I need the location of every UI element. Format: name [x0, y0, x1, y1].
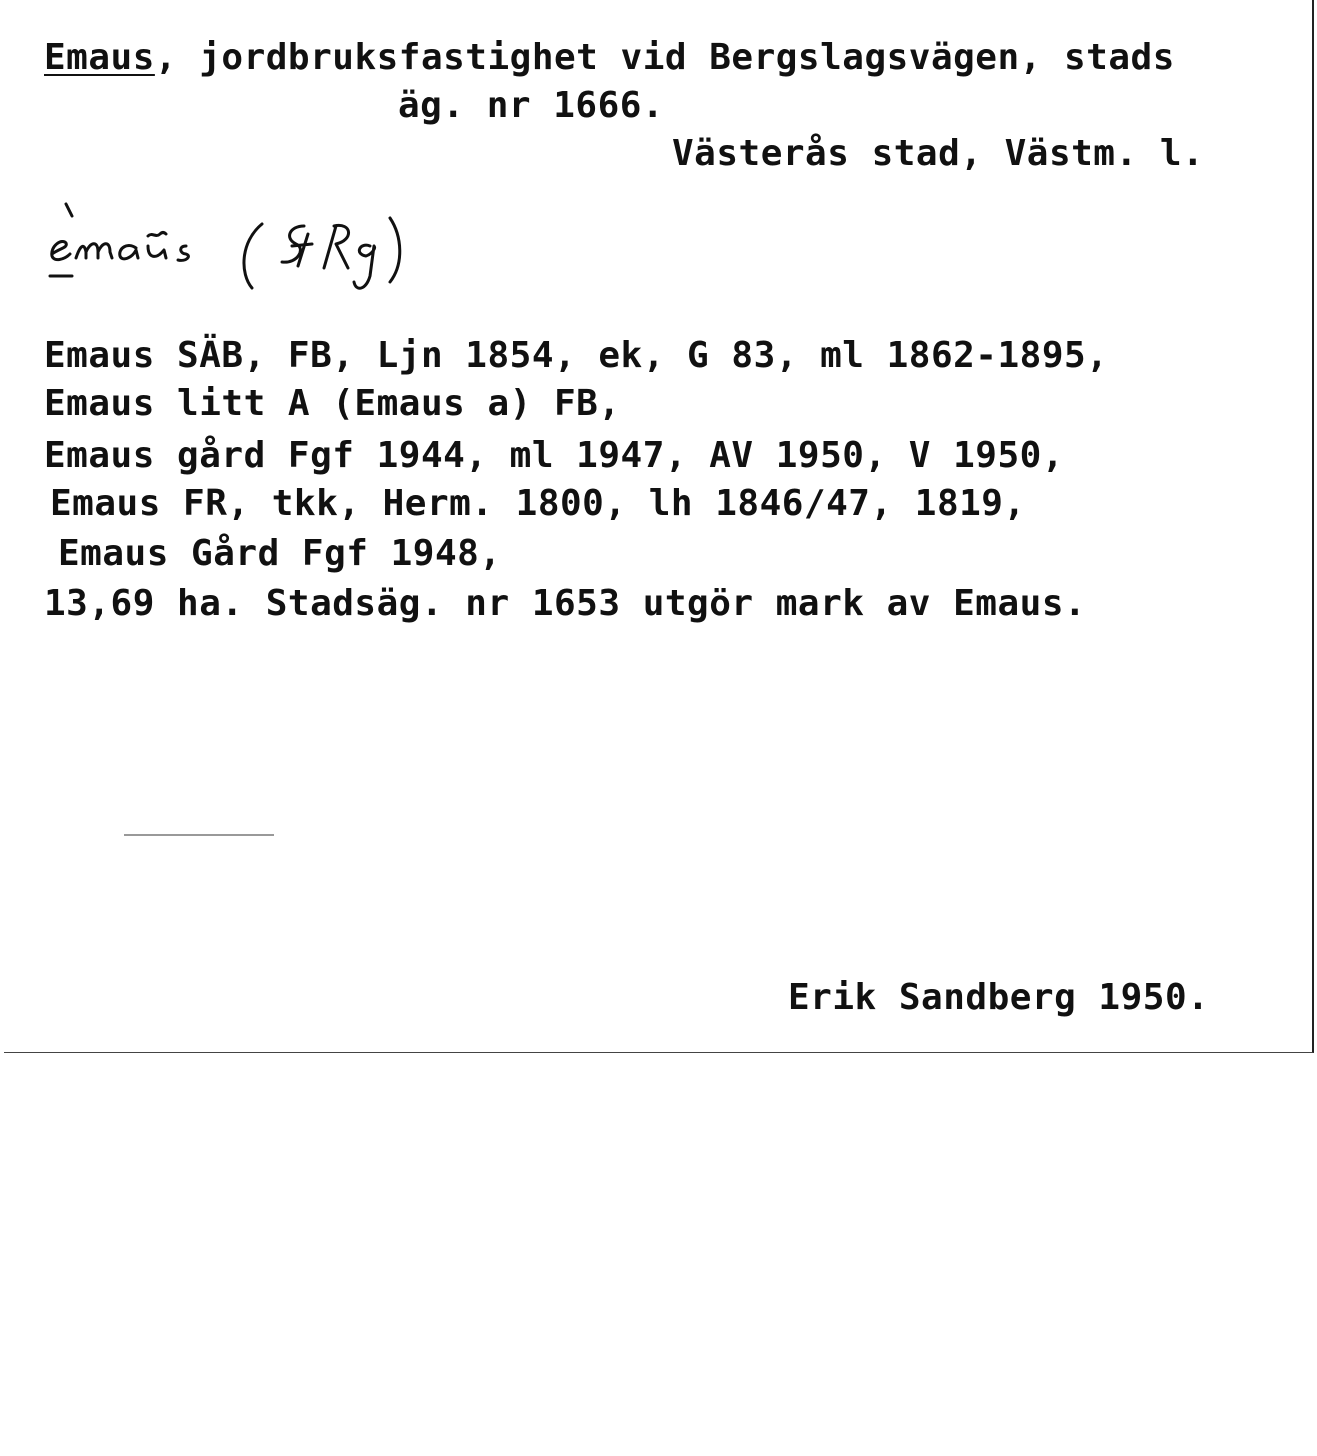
header-line-2: äg. nr 1666. [398, 85, 665, 126]
entry-3: Emaus gård Fgf 1944, ml 1947, AV 1950, V 1950, [44, 435, 1064, 476]
entry-2: Emaus litt A (Emaus a) FB, [44, 383, 621, 424]
header-description: , jordbruksfastighet vid Bergslagsvägen, stads [154, 37, 1175, 78]
handwritten-pronunciation [40, 196, 530, 300]
scan-speck [124, 834, 274, 836]
headword: Emaus [44, 37, 155, 78]
entry-6: 13,69 ha. Stadsäg. nr 1653 utgör mark av Emaus. [44, 583, 1087, 624]
entry-4: Emaus FR, tkk, Herm. 1800, lh 1846/47, 1819, [50, 483, 1026, 524]
signature: Erik Sandberg 1950. [788, 977, 1210, 1018]
entry-1: Emaus SÄB, FB, Ljn 1854, ek, G 83, ml 1862-1895, [44, 335, 1109, 376]
location-line: Västerås stad, Västm. l. [672, 133, 1205, 174]
entry-5: Emaus Gård Fgf 1948, [58, 533, 502, 574]
card-edge [4, 1052, 18, 1057]
header-line-1 [44, 38, 1175, 78]
